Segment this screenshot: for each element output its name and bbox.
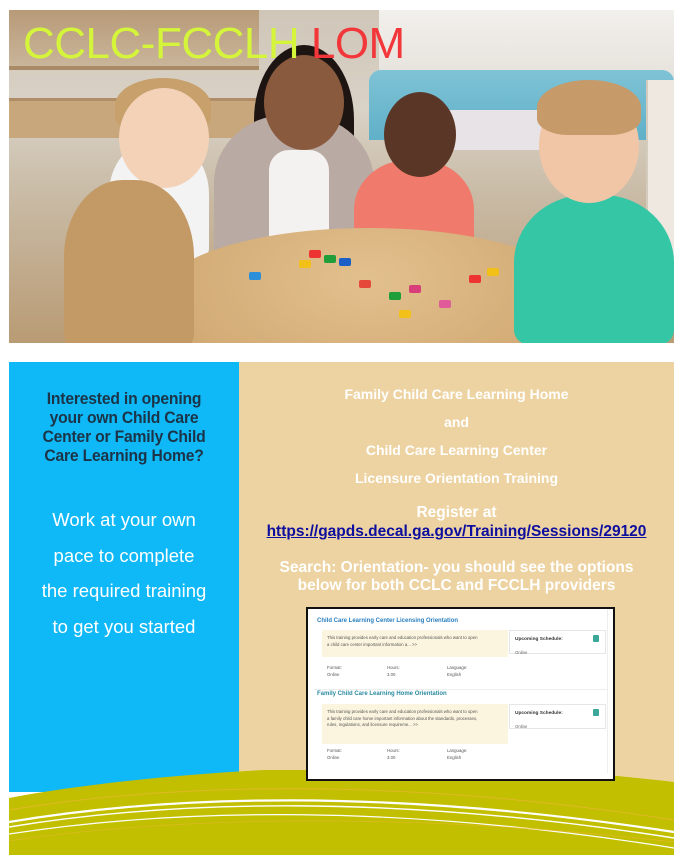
title-suffix: LOM <box>310 19 405 68</box>
search-line: Search: Orientation- you should see the options <box>279 559 634 576</box>
hours-label: Hours: <box>387 665 400 670</box>
child-green-hair <box>537 80 641 135</box>
puzzle-block <box>487 268 499 276</box>
puzzle-block <box>299 260 311 268</box>
interest-question <box>15 390 234 466</box>
pitch-line: the required training <box>41 580 207 601</box>
calendar-icon[interactable] <box>593 709 599 716</box>
register-label: Register at <box>416 504 497 521</box>
title-acronym: CCLC-FCCLH <box>23 19 300 68</box>
pitch-line: pace to complete <box>53 544 195 566</box>
child-red-head <box>384 92 456 177</box>
course-card-fcclh <box>314 689 608 773</box>
decorative-wave <box>9 770 674 855</box>
puzzle-block <box>439 300 451 308</box>
description-line[interactable]: rules, regulations, and licensure requireme... >> <box>327 722 419 728</box>
format-value: Online <box>327 754 340 760</box>
hours-label: Hours: <box>387 748 400 753</box>
course-title[interactable]: Child Care Learning Center Licensing Orientation <box>317 618 459 624</box>
description-line: This training provides early care and education professionals who want to open <box>327 635 478 640</box>
register-link[interactable]: https://gapds.decal.ga.gov/Training/Sessions/29120 <box>266 523 647 540</box>
puzzle-block <box>409 285 421 293</box>
heading-line: Child Care Learning Center <box>365 442 548 458</box>
description-line: a family child care home important information about the standards, processes, <box>327 715 478 721</box>
schedule-label: Upcoming Schedule: <box>515 711 563 716</box>
language-meta <box>447 665 467 678</box>
upcoming-schedule <box>509 704 606 729</box>
puzzle-block <box>339 258 351 266</box>
course-description <box>322 630 508 657</box>
course-card-cclc <box>314 609 608 689</box>
left-info-panel <box>9 362 239 792</box>
heading-line: Family Child Care Learning Home <box>344 386 569 402</box>
puzzle-block <box>399 310 411 318</box>
course-description <box>322 704 508 744</box>
child-green-shirt <box>514 195 674 343</box>
training-heading <box>239 380 674 492</box>
schedule-value: Online <box>515 724 528 729</box>
format-label: Format: <box>327 665 342 670</box>
question-line: your own Child Care <box>49 409 199 427</box>
format-meta <box>327 748 342 761</box>
pitch-line: to get you started <box>52 615 196 637</box>
teacher-head <box>264 55 344 150</box>
search-instructions <box>239 559 674 595</box>
language-value: English <box>447 754 462 760</box>
search-line: below for both CCLC and FCCLH providers <box>297 577 616 594</box>
description-line: This training provides early care and education professionals who want to open <box>327 709 478 714</box>
course-listing-screenshot <box>306 607 615 781</box>
puzzle-block <box>324 255 336 263</box>
puzzle-block <box>469 275 481 283</box>
language-meta <box>447 748 467 761</box>
format-value: Online <box>327 671 340 677</box>
format-meta <box>327 665 342 678</box>
language-value: English <box>447 671 462 677</box>
format-label: Format: <box>327 748 342 753</box>
question-line: Center or Family Child <box>42 428 206 446</box>
pitch-line: Work at your own <box>52 509 196 530</box>
puzzle-block <box>359 280 371 288</box>
self-paced-pitch <box>9 502 239 644</box>
heading-line: Licensure Orientation Training <box>354 470 559 486</box>
puzzle-block <box>389 292 401 300</box>
language-label: Language: <box>447 748 468 753</box>
hours-value: 3.00 <box>387 671 396 677</box>
schedule-value: Online <box>515 650 528 655</box>
schedule-label: Upcoming Schedule: <box>515 637 563 642</box>
calendar-icon[interactable] <box>593 635 599 642</box>
puzzle-block <box>309 250 321 258</box>
question-line: Care Learning Home? <box>44 447 204 465</box>
puzzle-block <box>249 272 261 280</box>
heading-line: and <box>444 414 469 430</box>
hours-value: 3.00 <box>387 754 396 760</box>
child-ponytail-girl <box>64 180 194 343</box>
register-block <box>239 503 674 541</box>
hours-meta <box>387 748 400 761</box>
question-line: Interested in opening <box>46 390 202 408</box>
hours-meta <box>387 665 400 678</box>
language-label: Language: <box>447 665 468 670</box>
hero-photo <box>9 10 674 343</box>
child-blond-head <box>119 88 209 188</box>
description-line[interactable]: a child care center important information a... >> <box>327 641 418 647</box>
hero-title <box>23 19 405 68</box>
upcoming-schedule <box>509 630 606 654</box>
course-title[interactable]: Family Child Care Learning Home Orientation <box>317 691 447 697</box>
